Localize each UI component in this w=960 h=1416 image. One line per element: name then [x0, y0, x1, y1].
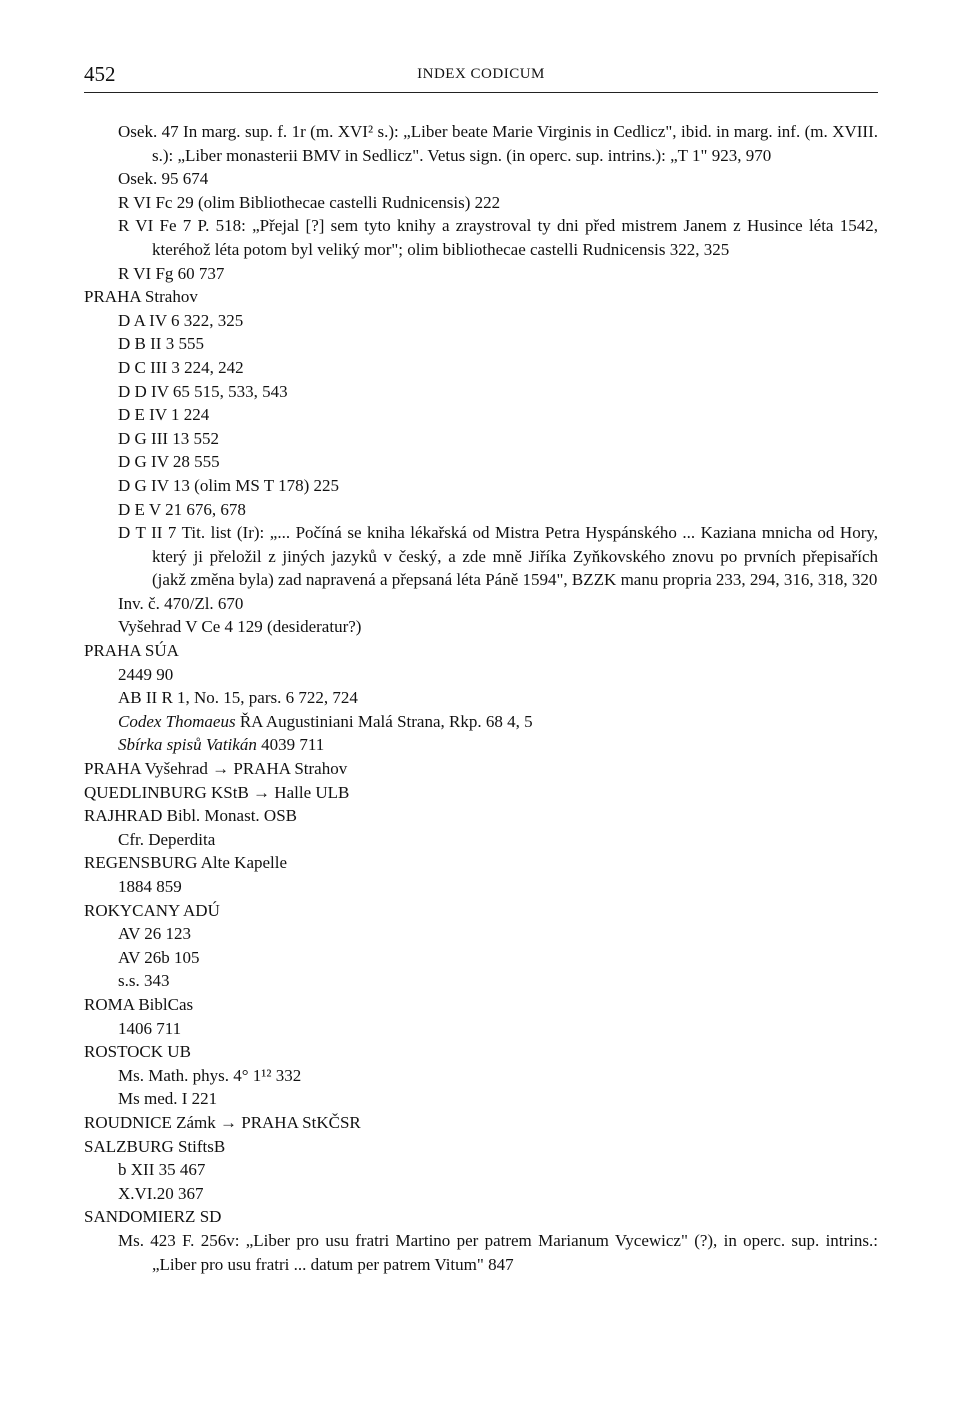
entry-text: 1406 711 [118, 1018, 182, 1038]
header-rule [84, 92, 878, 93]
index-entry [84, 946, 878, 970]
entry-text: Inv. č. 470/Zl. 670 [118, 593, 244, 613]
entry-text: D G III 13 552 [118, 428, 220, 448]
entry-text: D B II 3 555 [118, 334, 204, 354]
index-entry [84, 380, 878, 404]
entry-text: SALZBURG StiftsB [84, 1136, 226, 1156]
index-entry [84, 474, 878, 498]
entry-text: D C III 3 224, 242 [118, 357, 244, 377]
entry-text: 4039 711 [256, 735, 325, 755]
index-entry [84, 332, 878, 356]
entry-text: Osek. 47 In marg. sup. f. 1r (m. XVI² s.): „Liber beate Marie Virginis in Cedlicz", ibid. in marg. inf. (m. XVIII. s.): „Liber monasterii BMV in Sedlicz". Vetus sign. (in operc. sup. intrins.): „T 1" 923, 970 [118, 122, 878, 165]
index-entry [84, 875, 878, 899]
index-entry [84, 1087, 878, 1111]
index-entry [84, 120, 878, 167]
index-entry [84, 1017, 878, 1041]
index-heading [84, 851, 878, 875]
index-entry [84, 1229, 878, 1276]
index-entry [84, 1182, 878, 1206]
index-entry [84, 498, 878, 522]
index-heading [84, 804, 878, 828]
entry-text: D T II 7 Tit. list (Ir): „... Počíná se kniha lékařská od Mistra Petra Hyspánského ... Kaziana mnicha od Hory, který ji přeložil z jiných jazyků v český, a zde mně Jiříka Zyňkovského znovu po prvních přepisařích (jakž změna byla) zad napravená a přepsaná léta Páně 1594", BZZK manu propria 233, 294, 316, 318, 320 [118, 523, 878, 590]
index-heading [84, 1205, 878, 1229]
running-title: INDEX CODICUM [417, 66, 545, 82]
entry-text: R VI Fe 7 P. 518: „Přejal [?] sem tyto knihy a zraystroval ty dni před mistrem Janem z Husince léta 1542, kteréhož léta potom byl veliký mor"; olim bibliothecae castelli Rudnicensis 322, 325 [118, 216, 878, 259]
entry-text: QUEDLINBURG KStB → Halle ULB [84, 782, 350, 802]
index-entry [84, 615, 878, 639]
entry-text: ROMA BiblCas [84, 994, 194, 1014]
index-entry [84, 592, 878, 616]
index-heading [84, 639, 878, 663]
entry-italic-text: Sbírka spisů Vatikán [118, 735, 257, 755]
index-entry [84, 262, 878, 286]
entry-text: Ms med. I 221 [118, 1089, 218, 1109]
entry-italic-text: Codex Thomaeus [118, 711, 236, 731]
index-entry [84, 450, 878, 474]
entry-text: s.s. 343 [118, 971, 170, 991]
entry-text: REGENSBURG Alte Kapelle [84, 853, 288, 873]
entry-text: SANDOMIERZ SD [84, 1207, 222, 1227]
entry-text: AV 26 123 [118, 924, 192, 944]
entry-text: RAJHRAD Bibl. Monast. OSB [84, 806, 298, 826]
entry-text: AB II R 1, No. 15, pars. 6 722, 724 [118, 688, 358, 708]
index-heading [84, 1111, 878, 1135]
entry-text: D E V 21 676, 678 [118, 499, 246, 519]
entry-text: D A IV 6 322, 325 [118, 310, 244, 330]
index-entry [84, 710, 878, 734]
index-heading [84, 1135, 878, 1159]
entry-text: Ms. 423 F. 256v: „Liber pro usu fratri Martino per patrem Marianum Vycewicz" (?), in operc. sup. intrins.: „Liber pro usu fratri ... datum per patrem Vitum" 847 [118, 1230, 878, 1274]
index-entry [84, 521, 878, 592]
index-entry [84, 356, 878, 380]
entry-text: ROKYCANY ADÚ [84, 900, 220, 920]
entry-text: Vyšehrad V Ce 4 129 (desideratur?) [118, 617, 362, 637]
page-number: 452 [84, 62, 116, 86]
index-entry [84, 1158, 878, 1182]
entry-text: AV 26b 105 [118, 947, 200, 967]
index-entry [84, 191, 878, 215]
index-heading [84, 1040, 878, 1064]
entry-text: Ms. Math. phys. 4° 1¹² 332 [118, 1065, 302, 1085]
entry-text: D D IV 65 515, 533, 543 [118, 381, 288, 401]
entry-text: ŘA Augustiniani Malá Strana, Rkp. 68 4, 5 [235, 711, 533, 731]
entry-text: D G IV 28 555 [118, 452, 220, 472]
entry-text: X.VI.20 367 [118, 1183, 204, 1203]
entry-text: D E IV 1 224 [118, 405, 210, 425]
index-entry [84, 403, 878, 427]
index-heading [84, 993, 878, 1017]
index-entries [84, 120, 878, 1276]
entry-text: R VI Fg 60 737 [118, 263, 225, 283]
page-header [84, 62, 878, 92]
entry-text: PRAHA SÚA [84, 641, 179, 661]
entry-text: R VI Fc 29 (olim Bibliothecae castelli Rudnicensis) 222 [118, 192, 501, 212]
entry-text: ROSTOCK UB [84, 1042, 191, 1062]
entry-text: D G IV 13 (olim MS T 178) 225 [118, 475, 340, 495]
index-entry [84, 828, 878, 852]
entry-text: 2449 90 [118, 664, 174, 684]
index-heading [84, 899, 878, 923]
index-entry [84, 922, 878, 946]
index-entry [84, 214, 878, 261]
entry-text: PRAHA Strahov [84, 287, 198, 307]
entry-text: Cfr. Deperdita [118, 829, 216, 849]
index-heading [84, 781, 878, 805]
index-entry [84, 969, 878, 993]
index-heading [84, 285, 878, 309]
entry-text: Osek. 95 674 [118, 169, 209, 189]
index-entry [84, 733, 878, 757]
index-entry [84, 427, 878, 451]
index-entry [84, 167, 878, 191]
entry-text: 1884 859 [118, 877, 182, 896]
entry-text: PRAHA Vyšehrad → PRAHA Strahov [84, 759, 348, 779]
index-entry [84, 686, 878, 710]
index-entry [84, 663, 878, 687]
index-entry [84, 309, 878, 333]
index-heading [84, 757, 878, 781]
entry-text: ROUDNICE Zámk → PRAHA StKČSR [84, 1112, 361, 1132]
entry-text: b XII 35 467 [118, 1160, 206, 1180]
index-entry [84, 1064, 878, 1088]
